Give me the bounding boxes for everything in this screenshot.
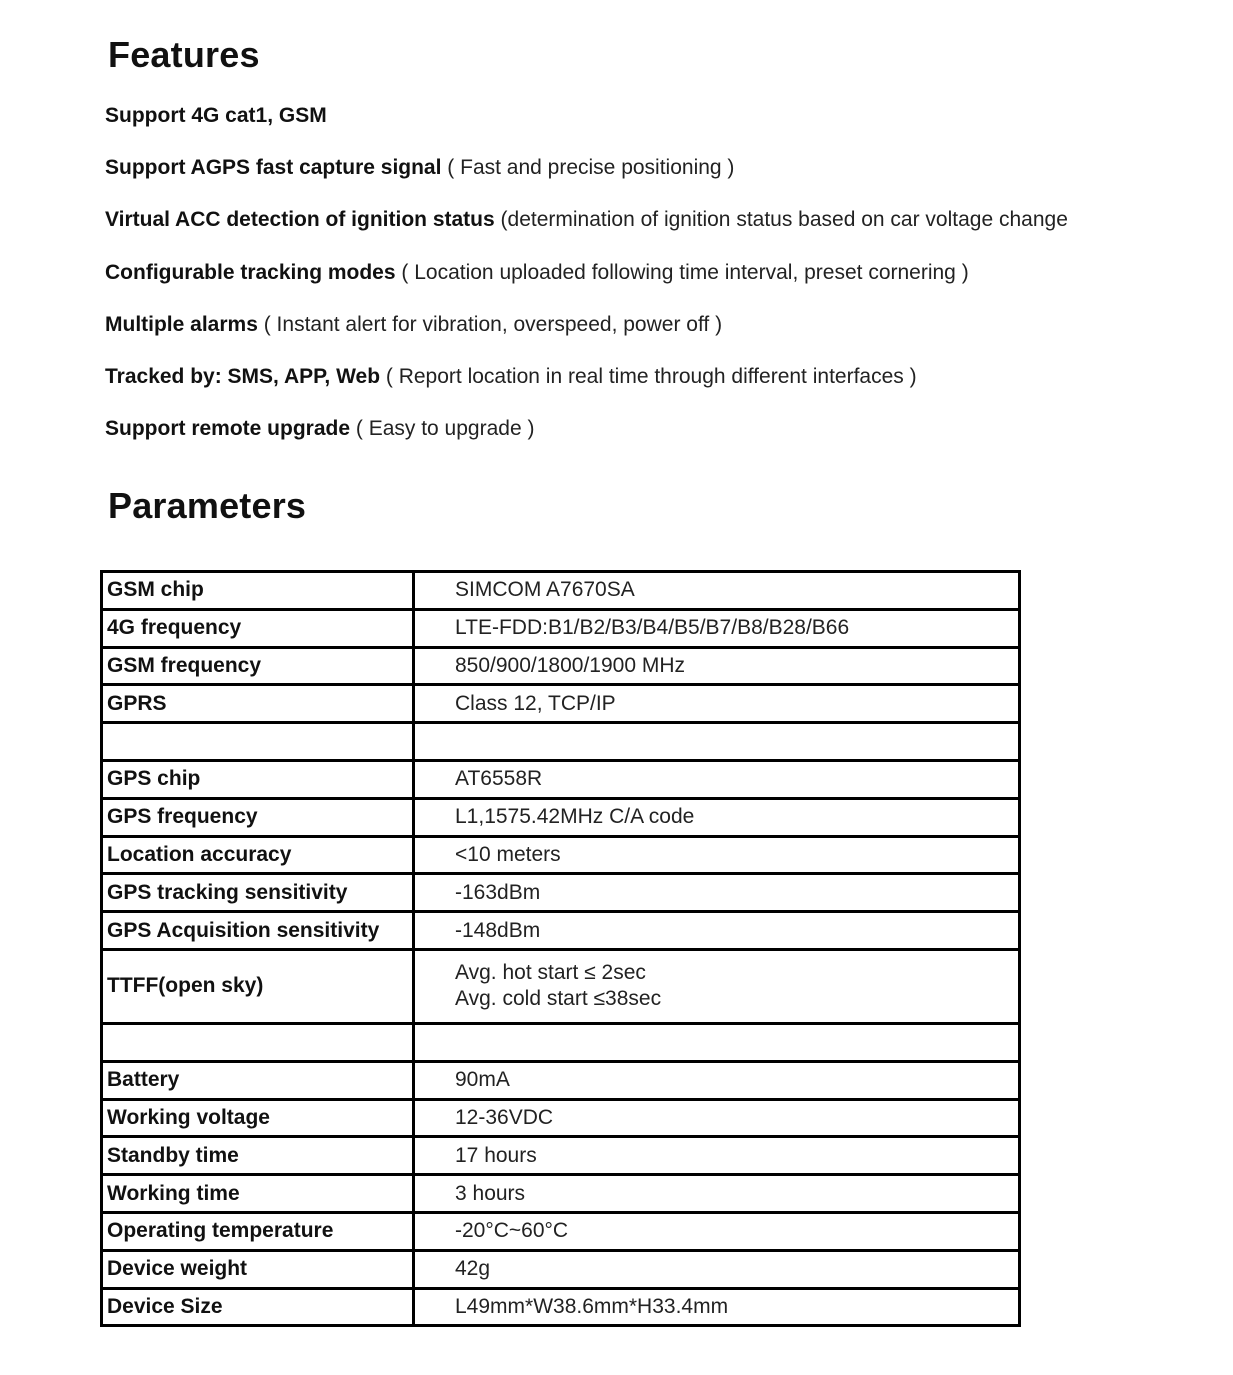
table-row bbox=[102, 912, 1020, 950]
features-list bbox=[105, 100, 1068, 465]
table-row bbox=[102, 685, 1020, 723]
feature-description: ( Instant alert for vibration, overspeed, power off ) bbox=[257, 312, 723, 336]
param-value: L1,1575.42MHz C/A code bbox=[414, 798, 1020, 836]
param-value: L49mm*W38.6mm*H33.4mm bbox=[414, 1288, 1020, 1326]
feature-name: Configurable tracking modes bbox=[105, 260, 396, 284]
table-row bbox=[102, 836, 1020, 874]
param-value: <10 meters bbox=[414, 836, 1020, 874]
table-row bbox=[102, 1137, 1020, 1175]
feature-item bbox=[105, 204, 1068, 256]
param-key: Operating temperature bbox=[102, 1212, 414, 1250]
table-row bbox=[102, 647, 1020, 685]
param-key: Standby time bbox=[102, 1137, 414, 1175]
feature-name: Tracked by: SMS, APP, Web bbox=[105, 364, 381, 388]
param-value: -148dBm bbox=[414, 912, 1020, 950]
param-value: SIMCOM A7670SA bbox=[414, 572, 1020, 610]
param-value: 42g bbox=[414, 1250, 1020, 1288]
feature-item bbox=[105, 309, 1068, 361]
parameters-heading: Parameters bbox=[108, 485, 307, 526]
param-value: AT6558R bbox=[414, 760, 1020, 798]
param-value: -20°C~60°C bbox=[414, 1212, 1020, 1250]
feature-item bbox=[105, 361, 1068, 413]
table-row bbox=[102, 1250, 1020, 1288]
feature-item bbox=[105, 152, 1068, 204]
param-key: GPS tracking sensitivity bbox=[102, 874, 414, 912]
table-row bbox=[102, 1061, 1020, 1099]
param-key: GPRS bbox=[102, 685, 414, 723]
feature-item bbox=[105, 100, 1068, 152]
param-key: TTFF(open sky) bbox=[102, 949, 414, 1023]
table-row-empty bbox=[102, 723, 1020, 761]
table-row bbox=[102, 949, 1020, 1023]
param-value bbox=[414, 1023, 1020, 1061]
table-row bbox=[102, 798, 1020, 836]
param-key: Working voltage bbox=[102, 1099, 414, 1137]
feature-description: ( Easy to upgrade ) bbox=[350, 417, 535, 441]
param-value: 3 hours bbox=[414, 1175, 1020, 1213]
table-row bbox=[102, 760, 1020, 798]
feature-name: Multiple alarms bbox=[105, 312, 258, 336]
param-key: Working time bbox=[102, 1175, 414, 1213]
table-row bbox=[102, 572, 1020, 610]
feature-name: Virtual ACC detection of ignition status bbox=[105, 208, 495, 232]
feature-name: Support AGPS fast capture signal bbox=[105, 156, 442, 180]
param-value bbox=[414, 949, 1020, 1023]
param-key: 4G frequency bbox=[102, 609, 414, 647]
param-key: GSM frequency bbox=[102, 647, 414, 685]
feature-description: ( Fast and precise positioning ) bbox=[441, 156, 735, 180]
table-row-empty bbox=[102, 1023, 1020, 1061]
feature-name: Support 4G cat1, GSM bbox=[105, 104, 327, 127]
table-row bbox=[102, 1288, 1020, 1326]
param-value: 850/900/1800/1900 MHz bbox=[414, 647, 1020, 685]
param-key: GSM chip bbox=[102, 572, 414, 610]
param-key: Location accuracy bbox=[102, 836, 414, 874]
param-key: Device Size bbox=[102, 1288, 414, 1326]
param-value bbox=[414, 723, 1020, 761]
param-value: 17 hours bbox=[414, 1137, 1020, 1175]
feature-description: ( Report location in real time through different interfaces ) bbox=[380, 364, 917, 388]
feature-description: ( Location uploaded following time interval, preset cornering ) bbox=[395, 260, 969, 284]
param-value: 90mA bbox=[414, 1061, 1020, 1099]
param-key bbox=[102, 1023, 414, 1061]
param-key: Battery bbox=[102, 1061, 414, 1099]
param-value: Class 12, TCP/IP bbox=[414, 685, 1020, 723]
param-key: GPS frequency bbox=[102, 798, 414, 836]
parameters-table bbox=[100, 570, 1021, 1327]
param-key bbox=[102, 723, 414, 761]
table-row bbox=[102, 1099, 1020, 1137]
param-key: GPS chip bbox=[102, 760, 414, 798]
feature-item bbox=[105, 257, 1068, 309]
table-row bbox=[102, 1175, 1020, 1213]
param-value: 12-36VDC bbox=[414, 1099, 1020, 1137]
feature-item bbox=[105, 413, 1068, 465]
param-value-line: Avg. hot start ≤ 2sec bbox=[455, 961, 646, 985]
feature-description: (determination of ignition status based on car voltage change bbox=[494, 208, 1068, 232]
param-key: GPS Acquisition sensitivity bbox=[102, 912, 414, 950]
features-heading: Features bbox=[108, 34, 260, 75]
param-value: -163dBm bbox=[414, 874, 1020, 912]
param-value: LTE-FDD:B1/B2/B3/B4/B5/B7/B8/B28/B66 bbox=[414, 609, 1020, 647]
table-row bbox=[102, 1212, 1020, 1250]
param-key: Device weight bbox=[102, 1250, 414, 1288]
table-row bbox=[102, 609, 1020, 647]
param-value-line: Avg. cold start ≤38sec bbox=[455, 987, 662, 1011]
feature-name: Support remote upgrade bbox=[105, 417, 351, 441]
table-row bbox=[102, 874, 1020, 912]
